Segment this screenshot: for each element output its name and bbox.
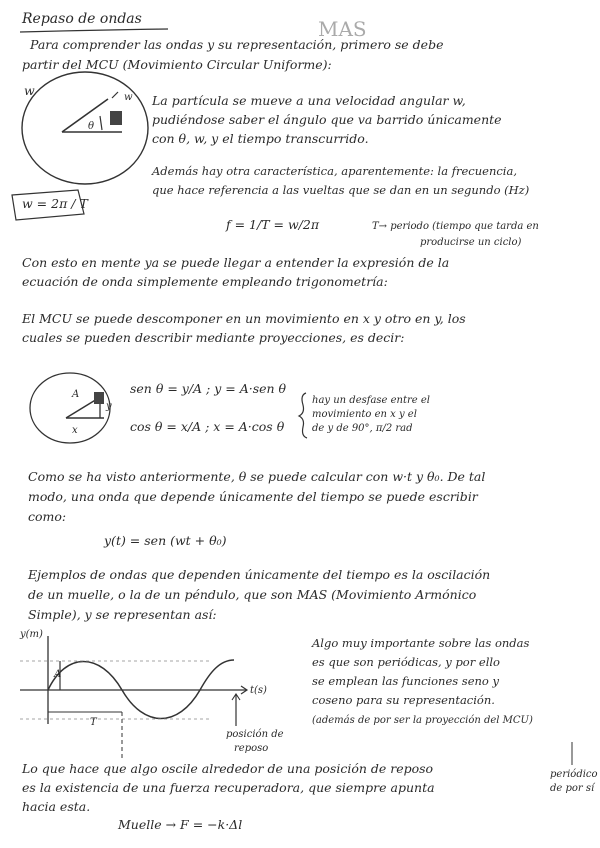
mcu-desc-3: con θ, w, y el tiempo transcurrido. <box>152 131 369 146</box>
projection-a-label: A <box>72 389 80 400</box>
mcu-side-label: w <box>124 92 133 103</box>
cos-equation: cos θ = x/A ; x = A·cos θ <box>130 419 285 434</box>
projection-x-label: x <box>72 425 78 436</box>
projection-y-label: y <box>106 401 112 412</box>
mcu-circle-diagram <box>22 72 148 184</box>
important-note-2: es que son periódicas, y por ello <box>312 655 500 669</box>
graph-rest-label-1: posición de <box>226 729 284 740</box>
important-note-3: se emplean las funciones seno y <box>312 674 499 688</box>
mcu-omega-label: w <box>24 83 35 98</box>
important-note-1: Algo muy importante sobre las ondas <box>312 636 530 650</box>
mcu-angle-label: θ <box>88 121 95 132</box>
frequency-desc-2: que hace referencia a las vueltas que se dan en un segundo (Hz) <box>152 183 530 197</box>
paragraph6-line-3: hacia esta. <box>22 799 91 814</box>
intro-line-1: Para comprender las ondas y su representación, primero se debe <box>30 37 444 52</box>
graph-y-label: y(m) <box>20 629 43 640</box>
mcu-desc-1: La partícula se mueve a una velocidad angular w, <box>152 93 466 108</box>
paragraph2-line-1: Con esto en mente ya se puede llegar a entender la expresión de la <box>22 255 450 270</box>
paragraph5-line-3: Simple), y se representan así: <box>28 607 217 622</box>
phase-note-3: de y de 90°, π/2 rad <box>312 423 413 434</box>
paragraph4-line-1: Como se ha visto anteriormente, θ se puede calcular con w·t y θ₀. De tal <box>28 469 486 484</box>
projection-diagram <box>30 373 110 443</box>
phase-note-1: hay un desfase entre el <box>312 395 431 406</box>
omega-formula: w = 2π / T <box>22 196 88 211</box>
mas-heading: MAS <box>318 17 367 41</box>
intro-line-2: partir del MCU (Movimiento Circular Uniforme): <box>22 57 332 72</box>
brace <box>299 393 307 438</box>
frequency-formula: f = 1/T = w/2π <box>226 217 320 232</box>
paragraph2-line-2: ecuación de onda simplemente empleando trigonometría: <box>22 274 388 289</box>
graph-a-label: A <box>54 669 62 680</box>
mcu-desc-2: pudiéndose saber el ángulo que va barrido únicamente <box>152 112 502 127</box>
paragraph5-line-2: de un muelle, o la de un péndulo, que son MAS (Movimiento Armónico <box>28 587 477 602</box>
important-note-4: coseno para su representación. <box>312 693 495 707</box>
important-note-5: (además de por ser la proyección del MCU) <box>312 715 533 726</box>
graph-period-label: T <box>90 717 97 728</box>
paragraph4-line-3: como: <box>28 509 67 524</box>
wave-equation: y(t) = sen (wt + θ₀) <box>104 533 227 548</box>
paragraph3-line-1: El MCU se puede descomponer en un movimiento en x y otro en y, los <box>22 311 466 326</box>
paragraph3-line-2: cuales se pueden describir mediante proyecciones, es decir: <box>22 330 405 345</box>
period-note-1: T→ periodo (tiempo que tarda en <box>372 221 539 232</box>
paragraph6-line-2: es la existencia de una fuerza recuperadora, que siempre apunta <box>22 780 435 795</box>
period-note-2: producirse un ciclo) <box>420 237 522 248</box>
graph-t-label: t(s) <box>250 685 267 696</box>
title-underline <box>20 29 168 32</box>
paragraph5-line-1: Ejemplos de ondas que dependen únicamente del tiempo es la oscilación <box>28 567 491 582</box>
frequency-desc-1: Además hay otra característica, aparentemente: la frecuencia, <box>152 164 517 178</box>
paragraph4-line-2: modo, una onda que depende únicamente del tiempo se puede escribir <box>28 489 478 504</box>
phase-note-2: movimiento en x y el <box>312 409 417 420</box>
side-note-2: de por sí <box>550 783 595 794</box>
graph-rest-label-2: reposo <box>234 743 269 754</box>
page-title: Repaso de ondas <box>22 11 142 27</box>
side-note-1: periódico <box>550 769 598 780</box>
sin-equation: sen θ = y/A ; y = A·sen θ <box>130 381 287 396</box>
spring-equation: Muelle → F = −k·Δl <box>118 817 243 832</box>
paragraph6-line-1: Lo que hace que algo oscile alrededor de una posición de reposo <box>22 761 434 776</box>
wave-graph <box>20 636 247 760</box>
